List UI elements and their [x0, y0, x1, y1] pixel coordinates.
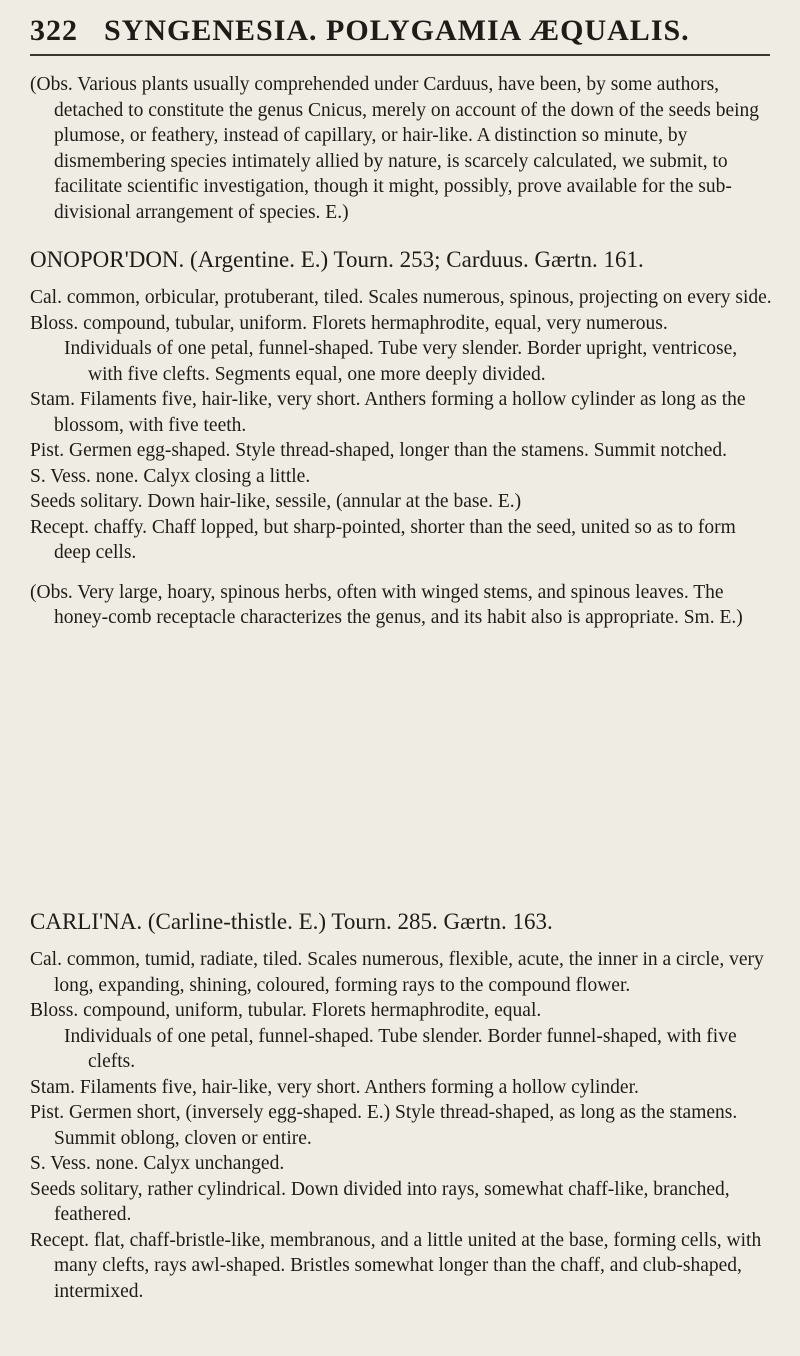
seed-vessel-description: S. Vess. none. Calyx unchanged. — [30, 1153, 285, 1174]
seeds-description: Seeds solitary. Down hair-like, sessile, (annular at the base. E.) — [30, 491, 522, 512]
seed-vessel-description: S. Vess. none. Calyx closing a little. — [30, 465, 311, 487]
receptacle-description: Recept. flat, chaff-bristle-like, membranous, and a little united at the base, forming cells, with many clefts, rays awl-shaped. Bristles somewhat longer than the chaff, and club-shaped, intermixed. — [30, 1229, 762, 1302]
obs-paragraph: (Obs. Very large, hoary, spinous herbs, often with winged stems, and spinous leaves. The honey-comb receptacle characterizes the genus, and its habit also is appropriate. Sm. E.) — [30, 581, 743, 628]
calyx-description: Cal. common, orbicular, protuberant, tiled. Scales numerous, spinous, projecting on every side. — [30, 287, 772, 308]
running-title: SYNGENESIA. POLYGAMIA ÆQUALIS. — [104, 14, 690, 47]
page-number: 322 — [30, 14, 78, 47]
blossom-description: Bloss. compound, tubular, uniform. Florets hermaphrodite, equal, very numerous. — [30, 312, 668, 334]
genus-onopordon — [30, 246, 775, 631]
genus-carlina — [30, 908, 775, 1304]
individuals-description: Individuals of one petal, funnel-shaped. Tube very slender. Border upright, ventricose, with five clefts. Segments equal, one more deeply divided. — [64, 338, 738, 385]
genus-heading: ONOPOR'DON. (Argentine. E.) Tourn. 253; Carduus. Gærtn. 161. — [30, 247, 644, 272]
header-rule — [30, 54, 770, 56]
seeds-description: Seeds solitary, rather cylindrical. Down divided into rays, somewhat chaff-like, branched, feathered. — [30, 1178, 730, 1225]
individuals-description: Individuals of one petal, funnel-shaped. Tube slender. Border funnel-shaped, with five clefts. — [64, 1025, 737, 1072]
pistil-description: Pist. Germen short, (inversely egg-shaped. E.) Style thread-shaped, as long as the stamens. Summit oblong, cloven or entire. — [30, 1102, 738, 1149]
genus-heading: CARLI'NA. (Carline-thistle. E.) Tourn. 285. Gærtn. 163. — [30, 909, 553, 934]
obs-paragraph: (Obs. Various plants usually comprehended under Carduus, have been, by some authors, detached to constitute the genus Cnicus, merely on account of the down of the seeds being plumose, or feathery, instead of capillary, or hair-like. A distinction so minute, by dismembering species intimately allied by nature, is scarcely calculated, we submit, to facilitate scientific investigation, though it might, possibly, prove available for the sub-divisional arrangement of species. E.) — [30, 74, 760, 223]
stamens-description: Stam. Filaments five, hair-like, very short. Anthers forming a hollow cylinder as long as the blossom, with five teeth. — [30, 389, 746, 436]
observation-carduus — [30, 72, 775, 225]
pistil-description: Pist. Germen egg-shaped. Style thread-shaped, longer than the stamens. Summit notched. — [30, 440, 727, 461]
receptacle-description: Recept. chaffy. Chaff lopped, but sharp-pointed, shorter than the seed, united so as to form deep cells. — [30, 516, 736, 563]
running-header — [30, 14, 770, 48]
calyx-description: Cal. common, tumid, radiate, tiled. Scales numerous, flexible, acute, the inner in a circle, very long, expanding, shining, coloured, forming rays to the compound flower. — [30, 949, 764, 996]
stamens-description: Stam. Filaments five, hair-like, very short. Anthers forming a hollow cylinder. — [30, 1076, 639, 1098]
blossom-description: Bloss. compound, uniform, tubular. Florets hermaphrodite, equal. — [30, 1000, 542, 1021]
